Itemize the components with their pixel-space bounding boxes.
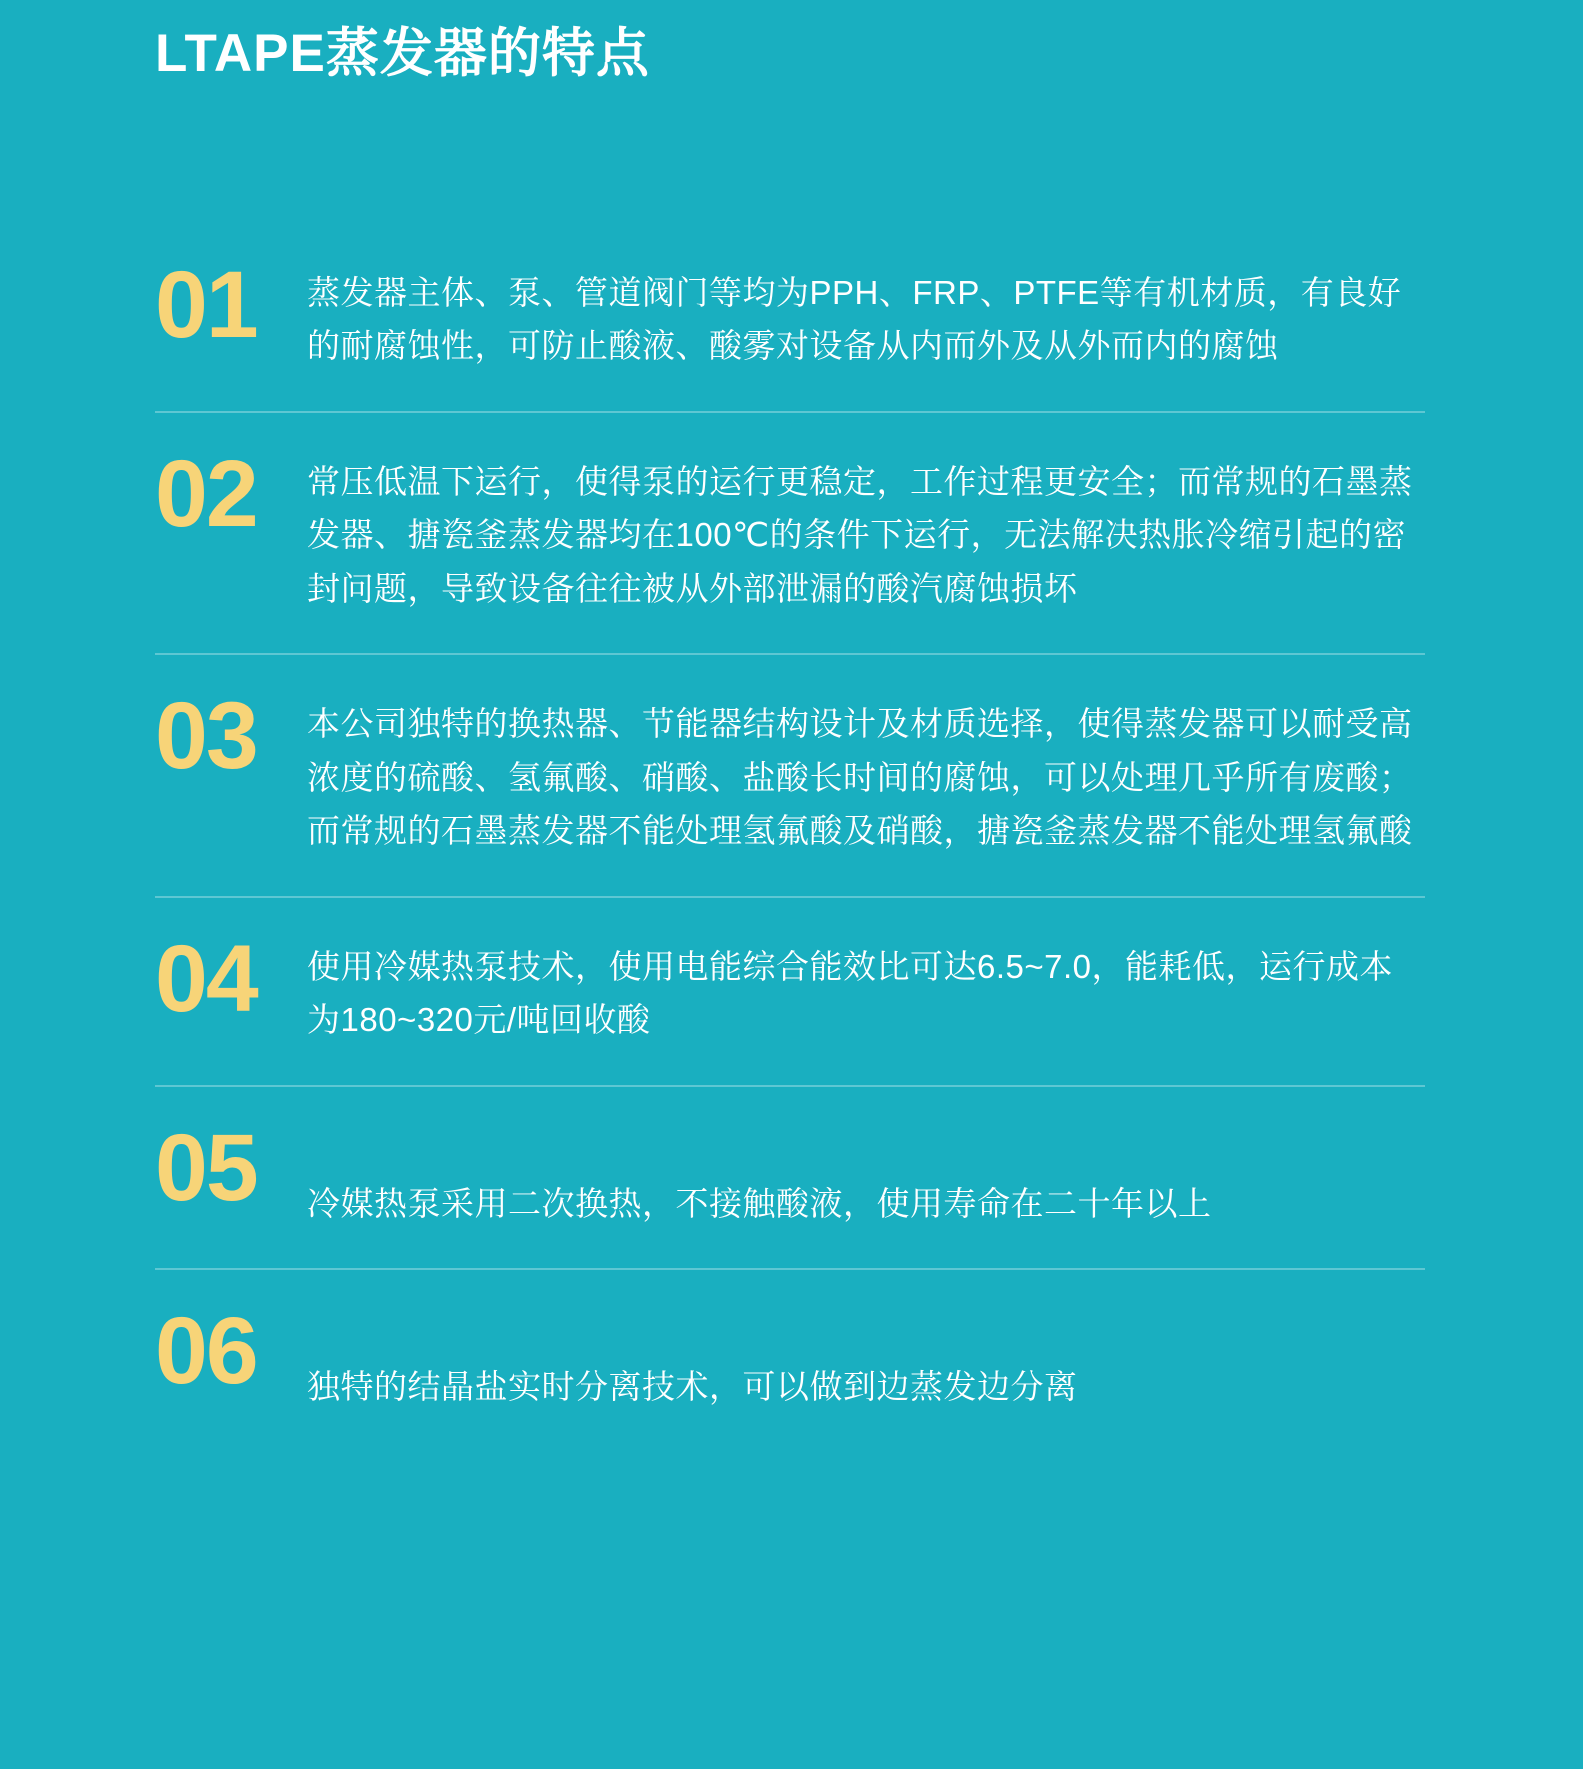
list-item bbox=[155, 896, 1425, 1085]
feature-number: 06 bbox=[155, 1297, 257, 1404]
list-item bbox=[155, 1085, 1425, 1268]
feature-text: 常压低温下运行，使得泵的运行更稳定，工作过程更安全；而常规的石墨蒸发器、搪瓷釜蒸发器均在100℃的条件下运行，无法解决热胀冷缩引起的密封问题，导致设备往往被从外部泄漏的酸汽腐蚀损坏 bbox=[307, 462, 1413, 607]
feature-number: 04 bbox=[155, 925, 257, 1032]
feature-number: 03 bbox=[155, 683, 257, 790]
page-title: LTAPE蒸发器的特点 bbox=[155, 24, 650, 83]
feature-text: 蒸发器主体、泵、管道阀门等均为PPH、FRP、PTFE等有机材质，有良好的耐腐蚀性，可防止酸液、酸雾对设备从内而外及从外而内的腐蚀 bbox=[307, 274, 1402, 365]
list-item bbox=[155, 411, 1425, 653]
list-item bbox=[155, 1268, 1425, 1433]
feature-text: 独特的结晶盐实时分离技术，可以做到边蒸发边分离 bbox=[307, 1367, 1078, 1405]
feature-text: 冷媒热泵采用二次换热，不接触酸液，使用寿命在二十年以上 bbox=[307, 1184, 1212, 1222]
feature-number: 02 bbox=[155, 440, 257, 547]
feature-number: 01 bbox=[155, 252, 257, 358]
feature-text: 本公司独特的换热器、节能器结构设计及材质选择，使得蒸发器可以耐受高浓度的硫酸、氢氟酸、硝酸、盐酸长时间的腐蚀，可以处理几乎所有废酸；而常规的石墨蒸发器不能处理氢氟酸及硝酸，搪瓷釜蒸发器不能处理氢氟酸 bbox=[307, 705, 1413, 850]
feature-list bbox=[155, 252, 1425, 1433]
list-item bbox=[155, 653, 1425, 895]
feature-text: 使用冷媒热泵技术，使用电能综合能效比可达6.5~7.0，能耗低，运行成本为180~320元/吨回收酸 bbox=[307, 947, 1394, 1039]
list-item bbox=[155, 252, 1425, 411]
feature-number: 05 bbox=[155, 1114, 257, 1221]
